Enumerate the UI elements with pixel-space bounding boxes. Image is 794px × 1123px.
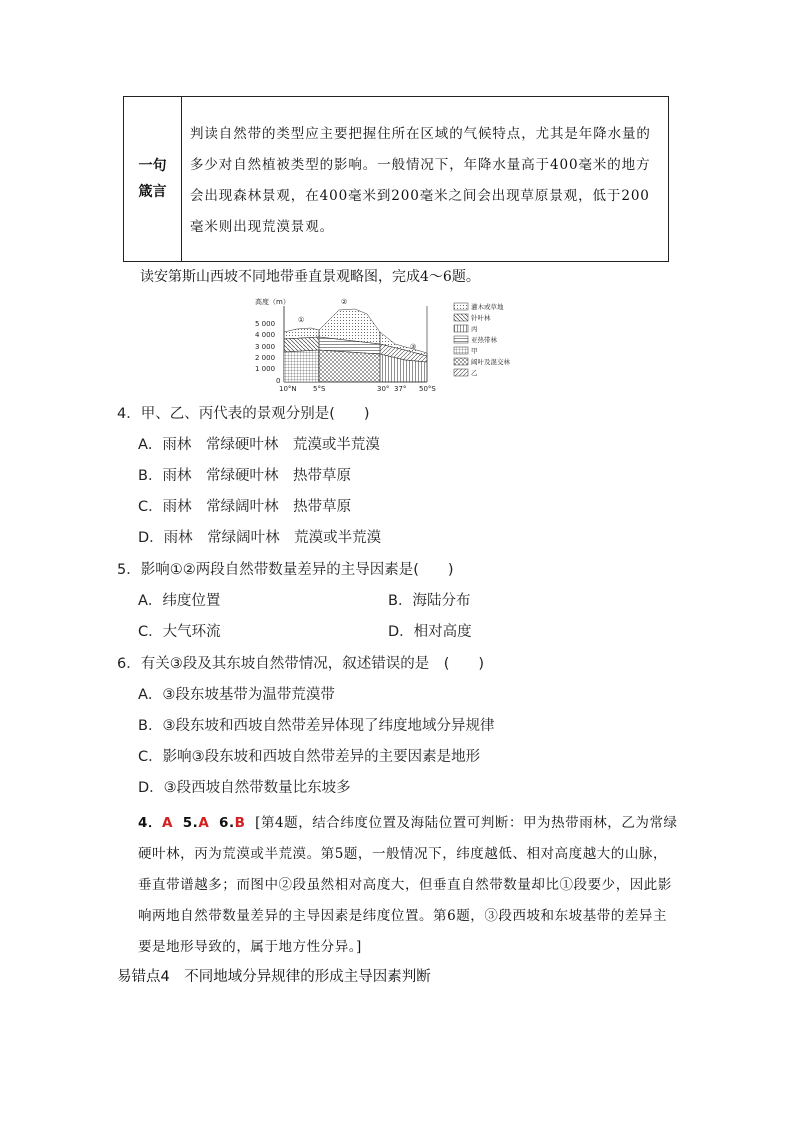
answer-5-number: 5. (182, 815, 199, 831)
tip-label (124, 97, 182, 261)
question-5-option-d[interactable]: D．相对高度 (388, 624, 472, 640)
zone-jia-middle (319, 350, 380, 382)
answer-explanation-text: [第4题，结合纬度位置及海陆位置可判断：甲为热带雨林，乙为常绿硬叶林，丙为荒漠或半荒漠。第5题，一般情况下，纬度越低、相对高度越大的山脉，垂直带谱越多；而图中②段虽然相对高度大，但垂直自然带数量却比①段要少，因此影响两地自然带数量差异的主导因素是纬度位置。第6题，③段西坡和东坡基带的差异主要是地形导致的，属于地方性分异。] (138, 815, 678, 955)
marker-1: ① (298, 316, 305, 324)
question-5-option-b[interactable]: B．海陆分布 (388, 593, 471, 609)
answer-explanation-block (138, 808, 678, 963)
question-6-option-d[interactable]: D．③段西坡自然带数量比东坡多 (138, 780, 351, 796)
legend-label: 乙 (471, 369, 478, 377)
question-6-option-a[interactable]: A．③段东坡基带为温带荒漠带 (138, 687, 335, 703)
question-6-option-c[interactable]: C．影响③段东坡和西坡自然带差异的主要因素是地形 (138, 749, 481, 765)
legend-swatch (454, 369, 468, 376)
y-axis-title: 高度（m） (255, 298, 290, 306)
question-5-option-c[interactable]: C．大气环流 (138, 624, 221, 640)
legend-swatch (454, 314, 468, 321)
tip-text: 判读自然带的类型应主要把握住所在区域的气候特点，尤其是年降水量的多少对自然植被类型的影响。一般情况下，年降水量高于400毫米的地方会出现森林景观，在400毫米到200毫米之间会出现草原景观，低于200毫米则出现荒漠景观。 (190, 126, 651, 235)
marker-2: ② (341, 298, 348, 306)
zone-shrub-left (284, 328, 319, 339)
legend-label: 甲 (471, 347, 478, 355)
y-tick: 1 000 (255, 365, 276, 373)
question-5-option-a[interactable]: A．纬度位置 (138, 593, 221, 609)
question-6-option-b[interactable]: B．③段东坡和西坡自然带差异体现了纬度地域分异规律 (138, 718, 495, 734)
answer-4-number: 4． (138, 815, 162, 831)
x-tick: 37° (394, 385, 407, 393)
tip-box (123, 96, 669, 262)
y-tick: 4 000 (255, 331, 276, 339)
tip-label-line2: 箴言 (138, 184, 167, 200)
y-tick: 3 000 (255, 343, 276, 351)
legend-swatch (454, 336, 468, 343)
legend-label: 丙 (471, 325, 478, 333)
question-4-stem: 4．甲、乙、丙代表的景观分别是( ) (117, 406, 370, 422)
answer-5-letter: A (198, 815, 210, 831)
answer-6-letter: B (234, 815, 246, 831)
x-tick: 30° (377, 385, 390, 393)
y-tick: 5 000 (255, 320, 276, 328)
figure-intro: 读安第斯山西坡不同地带垂直景观略图，完成4～6题。 (140, 269, 480, 285)
legend-swatch (454, 358, 468, 365)
section-heading: 易错点4 不同地域分异规律的形成主导因素判断 (117, 969, 431, 985)
x-tick: 5°S (313, 385, 326, 393)
andes-vertical-zone-figure (255, 292, 545, 396)
question-5-stem: 5．影响①②两段自然带数量差异的主导因素是( ) (117, 562, 454, 578)
answer-4-letter: A (162, 815, 173, 831)
legend-swatch (454, 325, 468, 332)
question-4-option-a[interactable]: A．雨林 常绿硬叶林 荒漠或半荒漠 (138, 437, 380, 453)
answer-6-number: 6. (219, 815, 235, 831)
zone-jia-left (284, 350, 319, 382)
legend-swatch (454, 303, 468, 310)
question-4-option-c[interactable]: C．雨林 常绿阔叶林 热带草原 (138, 499, 352, 515)
tip-label-line1: 一句 (138, 158, 167, 174)
y-tick: 2 000 (255, 354, 276, 362)
legend-label: 针叶林 (471, 314, 491, 322)
question-4-option-b[interactable]: B．雨林 常绿硬叶林 热带草原 (138, 468, 351, 484)
question-6-stem: 6．有关③段及其东坡自然带情况，叙述错误的是 ( ) (117, 656, 485, 672)
legend-label: 阔叶及混交林 (471, 358, 510, 366)
legend (454, 302, 511, 377)
question-4-option-d[interactable]: D．雨林 常绿阔叶林 荒漠或半荒漠 (138, 530, 382, 546)
legend-label: 亚热带林 (471, 336, 497, 344)
x-tick: 10°N (279, 385, 297, 393)
zone-conifer-left (284, 337, 319, 352)
legend-swatch (454, 347, 468, 354)
y-tick: 0 (276, 377, 281, 385)
x-tick: 50°S (419, 385, 436, 393)
vertical-zone-diagram (255, 292, 545, 396)
marker-3: ③ (410, 343, 417, 351)
legend-label: 灌木或草地 (471, 303, 504, 311)
